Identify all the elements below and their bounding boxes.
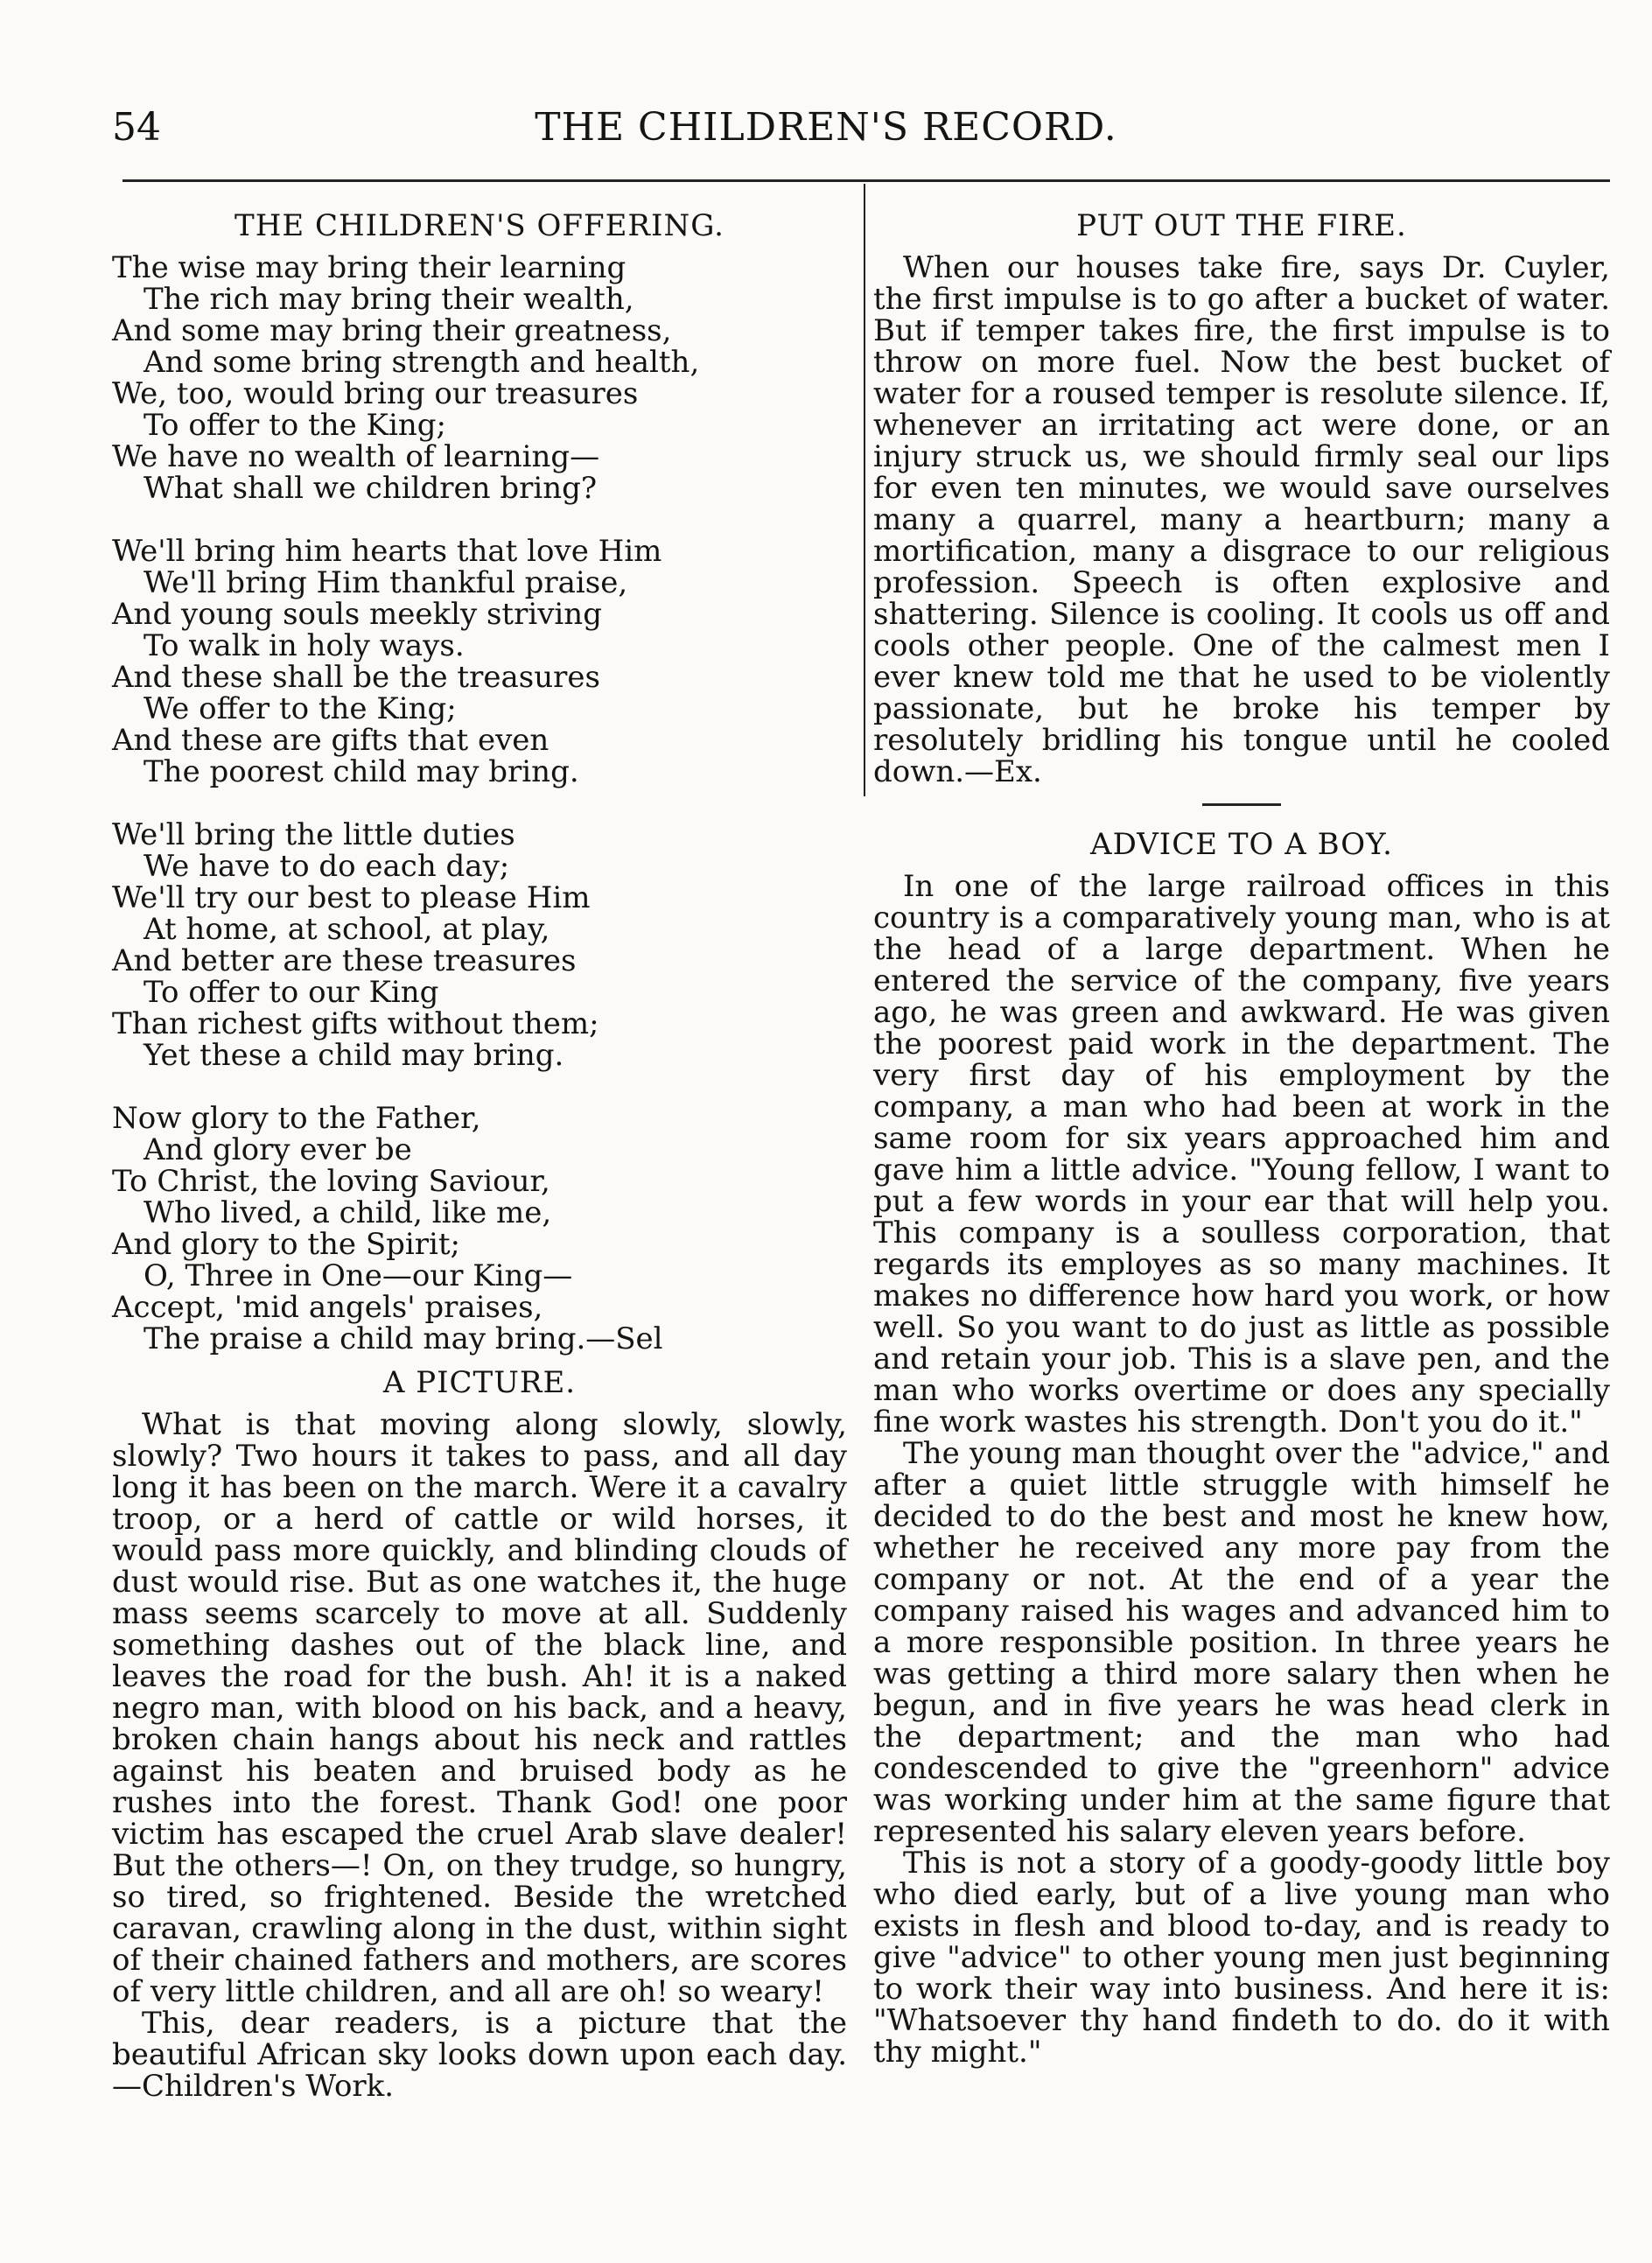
journal-title: THE CHILDREN'S RECORD.	[535, 105, 1117, 150]
poem-line: To offer to the King;	[144, 408, 446, 443]
article-advice-to-a-boy	[873, 829, 1610, 2068]
section-divider	[1202, 803, 1281, 806]
column-divider	[864, 184, 865, 796]
poem-line: We'll bring him hearts that love Him	[112, 534, 662, 569]
article-paragraph: In one of the large railroad offices in this country is a comparatively young man, who is at the head of a large department. When he entered the service of the company, five years ago, he was green and awkward. He was given the poorest paid work in the department. The very first day of his employment by the company, a man who had been at work in the same room for six years approached him and gave him a little advice. "Young fellow, I want to put a few words in your ear that will help you. This company is a soulless corporation, that regards its employes as so many machines. It makes no difference how hard you work, or how well. So you want to do just as little as possible and retain your job. This is a slave pen, and the man who works overtime or does any specially fine work wastes his strength. Don't you do it."	[873, 869, 1610, 1440]
poem-line: And some may bring their greatness,	[112, 313, 672, 348]
poem-line: We'll try our best to please Him	[112, 880, 591, 915]
poem-line: To offer to our King	[144, 975, 439, 1010]
right-column	[873, 210, 1610, 2077]
poem-line: And these shall be the treasures	[112, 660, 600, 695]
poem-line: The wise may bring their learning	[112, 250, 626, 285]
poem-line: And young souls meekly striving	[112, 597, 602, 632]
poem-line: Than richest gifts without them;	[112, 1006, 599, 1041]
poem-line: We have no wealth of learning—	[112, 439, 600, 474]
poem-line: And glory to the Spirit;	[112, 1227, 461, 1262]
poem-line: Who lived, a child, like me,	[144, 1195, 552, 1230]
article-put-out-the-fire	[873, 210, 1610, 788]
poem-line: The praise a child may bring.—Sel	[144, 1321, 663, 1356]
poem-line: And better are these treasures	[112, 943, 577, 978]
poem-line: We'll bring Him thankful praise,	[144, 565, 628, 600]
poem-line: We, too, would bring our treasures	[112, 376, 639, 411]
poem-line: To walk in holy ways.	[144, 628, 465, 663]
poem-stanza	[112, 252, 847, 504]
article-title: A PICTURE.	[382, 1365, 577, 1400]
article-title: PUT OUT THE FIRE.	[1076, 208, 1407, 243]
poem-childrens-offering	[112, 210, 847, 1355]
poem-stanza	[112, 1103, 847, 1355]
poem-line: We'll bring the little duties	[112, 817, 515, 852]
poem-line: To Christ, the loving Saviour,	[112, 1164, 550, 1199]
poem-line: O, Three in One—our King—	[144, 1258, 573, 1293]
article-paragraph: This, dear readers, is a picture that the beautiful African sky looks down upon each day.—Children's Work.	[112, 2006, 847, 2104]
article-paragraph: This is not a story of a goody-goody little boy who died early, but of a live young man who exists in flesh and blood to-day, and is ready to give "advice" to other young men just beginning to work their way into business. And here it is: "Whatsoever thy hand findeth to do. do it with thy might."	[873, 1846, 1610, 2070]
poem-line: And glory ever be	[144, 1132, 412, 1167]
poem-line: We have to do each day;	[144, 849, 510, 884]
poem-line: At home, at school, at play,	[144, 912, 550, 947]
poem-line: And these are gifts that even	[112, 723, 550, 758]
article-title: ADVICE TO A BOY.	[1090, 827, 1393, 862]
article-paragraph: What is that moving along slowly, slowly, slowly? Two hours it takes to pass, and all day long it has been on the march. Were it a cavalry troop, or a herd of cattle or wild horses, it would pass more quickly, and blinding clouds of dust would rise. But as one watches it, the huge mass seems scarcely to move at all. Suddenly something dashes out of the black line, and leaves the road for the bush. Ah! it is a naked negro man, with blood on his back, and a heavy, broken chain hangs about his neck and rattles against his beaten and bruised body as he rushes into the forest. Thank God! one poor victim has escaped the cruel Arab slave dealer! But the others—! On, on they trudge, so hungry, so tired, so frightened. Beside the wretched caravan, crawling along in the dust, within sight of their chained fathers and mothers, are scores of very little children, and all are oh! so weary!	[112, 1407, 847, 2009]
poem-line: Now glory to the Father,	[112, 1101, 481, 1136]
poem-line: The rich may bring their wealth,	[144, 282, 634, 317]
poem-title: THE CHILDREN'S OFFERING.	[234, 208, 724, 243]
left-column	[112, 210, 847, 2111]
poem-stanza	[112, 536, 847, 788]
poem-line: What shall we children bring?	[144, 471, 598, 506]
poem-line: Accept, 'mid angels' praises,	[112, 1290, 543, 1325]
article-paragraph: The young man thought over the "advice," and after a quiet little struggle with himself he decided to do the best and most he knew how, whether he received any more pay from the company or not. At the end of a year the company raised his wages and advanced him to a more responsible position. In three years he was getting a third more salary then when he begun, and in five years he was head clerk in the department; and the man who had condescended to give the "greenhorn" advice was working under him at the same figure that represented his salary eleven years before.	[873, 1436, 1610, 1849]
poem-line: The poorest child may bring.	[144, 754, 579, 789]
page-header	[0, 105, 1652, 158]
poem-stanza	[112, 819, 847, 1071]
poem-line: We offer to the King;	[144, 691, 457, 726]
poem-line: Yet these a child may bring.	[144, 1038, 564, 1073]
poem-line: And some bring strength and health,	[144, 345, 700, 380]
article-paragraph: When our houses take fire, says Dr. Cuyler, the first impulse is to go after a bucket of water. But if temper takes fire, the first impulse is to throw on more fuel. Now the best bucket of water for a roused temper is resolute silence. If, whenever an irritating act were done, or an injury struck us, we should firmly seal our lips for even ten minutes, we would save ourselves many a quarrel, many a heartburn; many a mortification, many a disgrace to our religious profession. Speech is often explosive and shattering. Silence is cooling. It cools us off and cools other people. One of the calmest men I ever knew told me that he used to be violently passionate, but he broke his temper by resolutely bridling his tongue until he cooled down.—Ex.	[873, 250, 1610, 789]
article-a-picture	[112, 1367, 847, 2102]
header-rule	[122, 179, 1610, 182]
page-number: 54	[112, 105, 161, 150]
